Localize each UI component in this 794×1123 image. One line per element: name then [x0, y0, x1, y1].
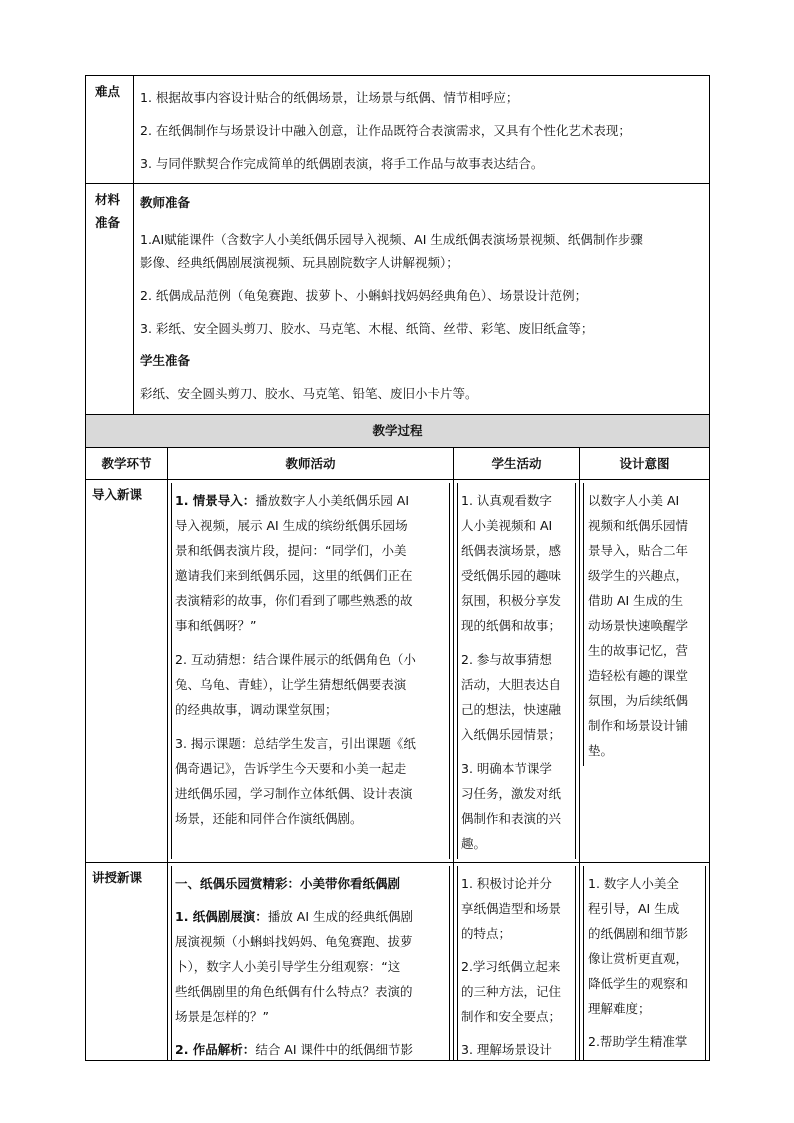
teacher-line: 场景是怎样的？” — [175, 1009, 269, 1024]
teacher-prep-line: 影像、经典纸偶剧展演视频、玩具剧院数字人讲解视频）； — [140, 255, 459, 270]
intent-line: 1. 数字人小美全 — [588, 876, 679, 891]
student-line: 己的想法，快速融 — [461, 702, 562, 717]
student-line: 趣。 — [461, 836, 487, 851]
right-border — [709, 75, 710, 414]
inset-line — [575, 483, 576, 859]
inset-line — [171, 866, 172, 1060]
difficulty-item: 3. 与同伴默契合作完成简单的纸偶剧表演，将手工作品与故事表达结合。 — [140, 156, 544, 171]
materials-label: 准备 — [95, 215, 121, 230]
student-line: 的三种方法，记住 — [461, 984, 562, 999]
inset-line — [457, 483, 458, 859]
student-line: 的特点； — [461, 926, 512, 941]
teacher-line: 些纸偶剧里的角色纸偶有什么特点？表演的 — [175, 984, 413, 999]
difficulty-item: 1. 根据故事内容设计贴合的纸偶场景，让场景与纸偶、情节相呼应； — [140, 90, 519, 105]
intent-line: 的纸偶剧和细节影 — [588, 926, 689, 941]
stage-label: 导入新课 — [92, 487, 143, 502]
teacher-line: 2. 作品解析：结合 AI 课件中的纸偶细节影 — [175, 1042, 413, 1057]
teacher-section-heading: 一、纸偶乐园赏精彩：小美带你看纸偶剧 — [175, 876, 401, 891]
vline — [453, 447, 454, 1061]
column-header: 教学环节 — [101, 456, 152, 471]
inset-line — [171, 483, 172, 859]
process-title: 教学过程 — [372, 423, 423, 438]
hline — [85, 447, 710, 448]
intent-line: 降低学生的观察和 — [588, 976, 689, 991]
student-line: 享纸偶造型和场景 — [461, 901, 562, 916]
intent-line: 垫。 — [588, 743, 614, 758]
column-header: 教师活动 — [285, 456, 336, 471]
intent-line: 借助 AI 生成的生 — [588, 593, 684, 608]
student-line: 受纸偶乐园的趣味 — [461, 568, 562, 583]
teacher-line: 进纸偶乐园，学习制作立体纸偶、设计表演 — [175, 786, 413, 801]
teacher-line: 的经典故事，调动课堂氛围； — [175, 702, 338, 717]
vline — [709, 414, 710, 1061]
teacher-line: 场景，还能和同伴合作演纸偶剧。 — [175, 811, 363, 826]
intent-line: 氛围，为后续纸偶 — [588, 693, 689, 708]
inset-line — [457, 866, 458, 1060]
intent-line: 级学生的兴趣点， — [588, 568, 689, 583]
student-line: 活动，大胆表达自 — [461, 677, 562, 692]
intent-line: 景导入，贴合二年 — [588, 543, 689, 558]
inset-line — [449, 866, 450, 1060]
inset-line — [583, 866, 584, 1060]
top-border — [85, 75, 710, 76]
student-prep-heading: 学生准备 — [140, 353, 191, 368]
student-line: 1. 认真观看数字 — [461, 493, 552, 508]
teacher-line: 2. 互动猜想：结合课件展示的纸偶角色（小 — [175, 652, 416, 667]
student-line: 2. 参与故事猜想 — [461, 652, 552, 667]
teacher-line: 1. 情景导入：播放数字人小美纸偶乐园 AI — [175, 493, 410, 508]
intent-line: 造轻松有趣的课堂 — [588, 668, 689, 683]
hline — [85, 479, 710, 480]
stage-label: 讲授新课 — [92, 870, 143, 885]
student-line: 纸偶表演场景，感 — [461, 543, 562, 558]
student-line: 2.学习纸偶立起来 — [461, 959, 561, 974]
teacher-prep-line: 1.AI赋能课件（含数字人小美纸偶乐园导入视频、AI 生成纸偶表演场景视频、纸偶制作步骤 — [140, 232, 643, 247]
student-line: 3. 理解场景设计 — [461, 1042, 552, 1057]
student-prep-line: 彩纸、安全圆头剪刀、胶水、马克笔、铅笔、废旧小卡片等。 — [140, 386, 478, 401]
teacher-line: 景和纸偶表演片段，提问：“同学们，小美 — [175, 543, 407, 558]
inset-line — [583, 483, 584, 766]
student-line: 偶制作和表演的兴 — [461, 811, 562, 826]
intent-line: 理解难度； — [588, 1001, 651, 1016]
difficulty-label: 难点 — [95, 84, 121, 99]
student-line: 现的纸偶和故事； — [461, 618, 562, 633]
intent-line: 像让赏析更直观， — [588, 951, 689, 966]
column-header: 学生活动 — [491, 456, 542, 471]
teacher-line: 事和纸偶呀？” — [175, 618, 257, 633]
teacher-line: 邀请我们来到纸偶乐园，这里的纸偶们正在 — [175, 568, 413, 583]
intent-line: 以数字人小美 AI — [588, 493, 680, 508]
row-divider — [85, 183, 710, 184]
student-line: 入纸偶乐园情景； — [461, 727, 562, 742]
student-line: 氛围，积极分享发 — [461, 593, 562, 608]
teacher-line: 表演精彩的故事，你们看到了哪些熟悉的故 — [175, 593, 413, 608]
teacher-line: 3. 揭示课题：总结学生发言，引出课题《纸 — [175, 736, 416, 751]
intent-line: 视频和纸偶乐园情 — [588, 518, 689, 533]
column-header: 设计意图 — [619, 456, 670, 471]
inset-line — [449, 483, 450, 859]
vline — [85, 414, 86, 1061]
student-line: 习任务，激发对纸 — [461, 786, 562, 801]
teacher-prep-heading: 教师准备 — [140, 195, 191, 210]
student-line: 人小美视频和 AI — [461, 518, 553, 533]
teacher-line: 展演视频（小蝌蚪找妈妈、龟兔赛跑、拔萝 — [175, 934, 413, 949]
materials-label: 材料 — [95, 192, 121, 207]
student-line: 3. 明确本节课学 — [461, 761, 552, 776]
intent-line: 制作和场景设计铺 — [588, 718, 689, 733]
student-line: 1. 积极讨论并分 — [461, 876, 552, 891]
intent-line: 程引导，AI 生成 — [588, 901, 680, 916]
teacher-line: 偶奇遇记》，告诉学生今天要和小美一起走 — [175, 761, 407, 776]
intent-line: 生的故事记忆，营 — [588, 643, 689, 658]
label-divider — [133, 75, 134, 414]
teacher-line: 兔、乌龟、青蛙），让学生猜想纸偶要表演 — [175, 677, 407, 692]
vline — [167, 447, 168, 1061]
hline — [85, 862, 710, 863]
teacher-line: 1. 纸偶剧展演：播放 AI 生成的经典纸偶剧 — [175, 909, 413, 924]
difficulty-item: 2. 在纸偶制作与场景设计中融入创意，让作品既符合表演需求，又具有个性化艺术表现； — [140, 123, 631, 138]
hline — [85, 1060, 710, 1061]
teacher-prep-line: 2. 纸偶成品范例（龟兔赛跑、拔萝卜、小蝌蚪找妈妈经典角色）、场景设计范例； — [140, 288, 588, 303]
inset-line — [705, 866, 706, 1060]
student-line: 制作和安全要点； — [461, 1009, 562, 1024]
intent-line: 2.帮助学生精准掌 — [588, 1034, 688, 1049]
hline — [85, 414, 710, 415]
teacher-line: 卜），数字人小美引导学生分组观察：“这 — [175, 959, 401, 974]
teacher-line: 导入视频，展示 AI 生成的缤纷纸偶乐园场 — [175, 518, 408, 533]
vline — [579, 447, 580, 1061]
intent-line: 动场景快速唤醒学 — [588, 618, 689, 633]
left-border — [85, 75, 86, 414]
teacher-prep-line: 3. 彩纸、安全圆头剪刀、胶水、马克笔、木棍、纸筒、丝带、彩笔、废旧纸盒等； — [140, 321, 594, 336]
inset-line — [575, 866, 576, 1060]
